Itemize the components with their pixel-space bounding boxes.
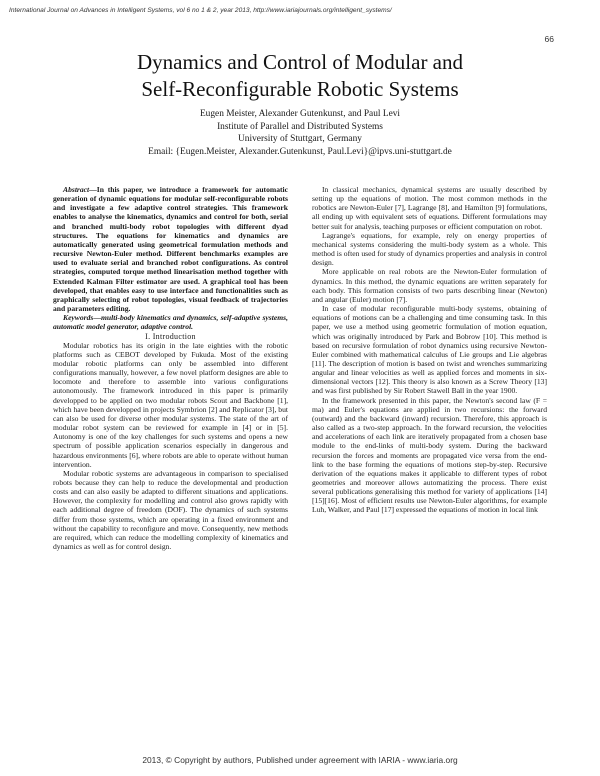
title-line-2: Self-Reconfigurable Robotic Systems bbox=[141, 77, 459, 101]
author-names: Eugen Meister, Alexander Gutenkunst, and Paul Levi bbox=[199, 109, 401, 119]
keywords: Keywords—multi-body kinematics and dynamics, self-adaptive systems, automatic model generator, adaptive control. bbox=[53, 313, 288, 332]
abstract bbox=[53, 185, 288, 313]
paper-title bbox=[0, 49, 600, 103]
page-number: 66 bbox=[544, 34, 554, 44]
author-block bbox=[0, 108, 600, 158]
title-line-1: Dynamics and Control of Modular and bbox=[136, 50, 464, 74]
right-paragraph-5: In the framework presented in this paper, the Newton's second law (F = ma) and Euler's equations are applied in two recursions: the forward (outward) and the backward (inward) recursion. Therefore, this approach is also called as a two-step approach. In the forward recursion, the velocities and accelerations of each link are iteratively propagated from a chosen base module to the end-links of multi-body system. During the backward recursion the forces and moments are propagated vice versa from the end-link to the base forming the equations of motions step-by-step. Recursive derivation of the equations makes it applicable to different types of robot geometries and moreover allows automatizing the process. There exist several publications generalising this method for variety of applications [14][15][16]. Most of efficient results use Newton-Euler algorithms, for example Luh, Walker, and Paul [17] expressed the equations of motion in local link bbox=[312, 395, 547, 515]
copyright-footer: 2013, © Copyright by authors, Published under agreement with IARIA - www.iaria.org bbox=[142, 755, 458, 765]
left-column bbox=[53, 185, 288, 551]
right-paragraph-3: More applicable on real robots are the Newton-Euler formulation of dynamics. In this method, the dynamic equations are written separately for each body. This formation consists of two parts describing linear (Newton) and angular (Euler) motion [7]. bbox=[312, 267, 547, 304]
section-heading-introduction: I. Introduction bbox=[145, 331, 196, 341]
affiliation-university: University of Stuttgart, Germany bbox=[238, 134, 362, 144]
running-head: International Journal on Advances in Intelligent Systems, vol 6 no 1 & 2, year 2013, http://www.iariajournals.org/intelligent_systems/ bbox=[9, 7, 392, 14]
right-paragraph-1: In classical mechanics, dynamical systems are usually described by setting up the equations of motion. The most common methods in the robotics are Newton-Euler [7], Lagrange [8], and Hamilton [9] formulations, all ending up with equivalent sets of equations. Different formulations may better suit for analysis, teaching purposes or efficient computation on robot. bbox=[312, 185, 547, 231]
intro-paragraph-2: Modular robotic systems are advantageous in comparison to specialised robots because they can help to reduce the developmental and production costs and can also easily be adapted to different situations and applications. However, the complexity for modelling and control also grows rapidly with each additional degree of freedom (DOF). The dynamics of such systems differ from those systems, which are operating in a fixed environment and without the capability to reconfigure and move. Consequently, new methods are required, which can reduce the modelling complexity of kinematics and dynamics as well as for control design. bbox=[53, 468, 288, 552]
abstract-text: —In this paper, we introduce a framework for automatic generation of dynamic equations for modular self-reconfigurable robots and investigate a few adaptive control strategies. This framework enables to analyse the kinematics, dynamics and control for both, serial and branched multi-body robot topologies with different dyad structures. The equations for kinematics and dynamics are automatically generated using geometrical formulation methods and recursive Newton-Euler method. Different benchmarks examples are used to evaluate serial and branched robot configurations. As control strategies, computed torque method linearisation method together with Extended Kalman Filter estimator are used. A graphical tool has been developed, that enables easy to use interface and functionalities such as graphically selecting of robot topologies, visual feedback of trajectories and parameters editing. bbox=[53, 185, 288, 314]
affiliation-institute: Institute of Parallel and Distributed Systems bbox=[217, 121, 383, 132]
intro-paragraph-1: Modular robotics has its origin in the late eighties with the robotic platforms such as CEBOT developed by Fukuda. Most of the existing modular robotic platforms can only be assembled into different configurations manually, however, a few novel platform designes are able to locomote and therefore to assemble into various configurations autonomously. The framework introduced in this paper is primarily developped to be applied on two modular robots Scout and Backbone [1], which have been developped in projects Symbrion [2] and Replicator [3], but can also be used for diverse other modular systems. The state of the art of modular robot system can be reviewed for example in [4] or in [5]. Autonomy is one of the key challenges for such systems and opens a new spectrum of possible application scenarios especially in dangerous and hazardous environments [6], where robots are able to operate without human intervention. bbox=[53, 340, 288, 469]
right-column bbox=[312, 185, 547, 515]
right-paragraph-2: Lagrange's equations, for example, rely on energy properties of mechanical systems considering the multi-body system as a whole. This method is often used for study of dynamics properties and analysis in control design. bbox=[312, 230, 547, 268]
author-email: Email: {Eugen.Meister, Alexander.Gutenkunst, Paul.Levi}@ipvs.uni-stuttgart.de bbox=[148, 146, 452, 157]
right-paragraph-4: In case of modular reconfigurable multi-body systems, obtaining of equations of motions can be a challenging and time consuming task. In this paper, we use a method using geometric formulation of motion equation, which was originally introduced by Park and Bobrow [10]. This method is based on recursive formulation of robot dynamics using recursive Newton-Euler combined with mathematical calculus of Lie groups and Lie algebras [11]. The description of motion is based on twist and wrenches summarizing angular and linear velocities as well as applied forces and moments in six-dimensional vectors [12]. This theory is also known as a Screw Theory [13] and was first published by Sir Robert Stawell Ball in the year 1900. bbox=[312, 304, 547, 396]
abstract-lead: Abstract bbox=[63, 185, 90, 194]
